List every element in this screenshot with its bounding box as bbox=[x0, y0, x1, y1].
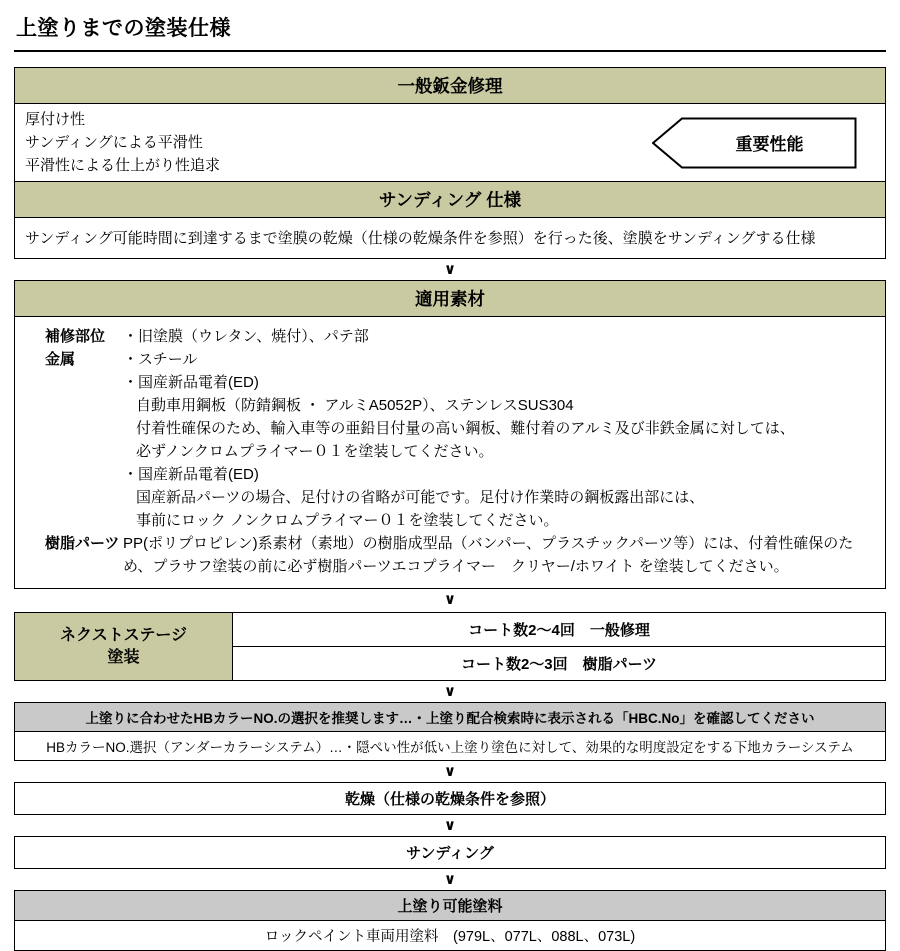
flow-arrow: ∨ bbox=[443, 683, 457, 700]
next-stage-title-line2: 塗装 bbox=[107, 648, 140, 666]
material-label bbox=[15, 509, 123, 532]
material-row bbox=[15, 417, 885, 440]
general-repair-header: 一般鈑金修理 bbox=[15, 68, 885, 103]
material-text: ・国産新品電着(ED) bbox=[123, 374, 259, 391]
sanding-spec-description: サンディング可能時間に到達するまで塗膜の乾燥（仕様の乾燥条件を参照）を行った後、塗膜をサンディングする仕様 bbox=[15, 217, 885, 258]
page-title: 上塗りまでの塗装仕様 bbox=[16, 17, 231, 40]
materials-body bbox=[15, 316, 885, 588]
flow-arrow: ∨ bbox=[443, 763, 457, 780]
material-row bbox=[15, 394, 885, 417]
material-row-resin bbox=[15, 532, 885, 578]
sanding-spec-header: サンディング 仕様 bbox=[15, 182, 885, 217]
feature-item: サンディングによる平滑性 bbox=[25, 134, 203, 151]
materials-section bbox=[14, 280, 886, 589]
material-label: 補修部位 bbox=[45, 328, 106, 345]
flow-arrow: ∨ bbox=[443, 591, 457, 608]
next-stage-title bbox=[15, 613, 233, 680]
material-label: 樹脂パーツ bbox=[45, 535, 120, 552]
coat-count-resin: コート数2～3回 樹脂パーツ bbox=[233, 646, 885, 680]
flow-arrow: ∨ bbox=[443, 871, 457, 888]
material-text: 必ずノンクロムプライマー０１を塗装してください。 bbox=[136, 443, 494, 460]
flow-arrow: ∨ bbox=[443, 817, 457, 834]
material-row bbox=[15, 486, 885, 509]
feature-item: 厚付け性 bbox=[25, 111, 86, 128]
material-text: ・スチール bbox=[123, 351, 198, 368]
hb-color-section bbox=[14, 702, 886, 761]
material-row bbox=[15, 325, 885, 348]
drying-step: 乾燥（仕様の乾燥条件を参照） bbox=[14, 782, 886, 815]
materials-header: 適用素材 bbox=[15, 281, 885, 316]
material-label bbox=[15, 371, 123, 394]
material-row bbox=[15, 440, 885, 463]
topcoat-section bbox=[14, 890, 886, 951]
material-text: ・旧塗膜（ウレタン、焼付）、パテ部 bbox=[123, 328, 369, 345]
material-label bbox=[15, 394, 123, 417]
features-row bbox=[15, 103, 885, 182]
flow-arrow: ∨ bbox=[443, 261, 457, 278]
material-label bbox=[15, 463, 123, 486]
hb-color-header: 上塗りに合わせたHBカラーNO.の選択を推奨します…・上塗り配合検索時に表示される「HBC.No」を確認してください bbox=[15, 703, 885, 731]
coat-count-general: コート数2～4回 一般修理 bbox=[468, 622, 650, 639]
material-row bbox=[15, 371, 885, 394]
topcoat-body: ロックペイント車両用塗料 (979L、077L、088L、073L) bbox=[15, 920, 885, 950]
material-row bbox=[15, 463, 885, 486]
important-performance-badge bbox=[652, 117, 857, 169]
feature-item: 平滑性による仕上がり性追求 bbox=[25, 157, 221, 174]
general-repair-section bbox=[14, 67, 886, 259]
material-text: PP(ポリプロピレン)系素材（素地）の樹脂成型品（バンパー、プラスチックパーツ等）には、付着性確保のため、プラサフ塗装の前に必ず樹脂パーツエコプライマー クリヤー/ホワイト を塗装してください。 bbox=[123, 535, 854, 575]
material-label bbox=[15, 440, 123, 463]
material-text: 国産新品パーツの場合、足付けの省略が可能です。足付け作業時の鋼板露出部には、 bbox=[136, 489, 705, 506]
material-label bbox=[15, 486, 123, 509]
sanding-step: サンディング bbox=[14, 836, 886, 869]
hb-color-body: HBカラーNO.選択（アンダーカラーシステム）…・隠ぺい性が低い上塗り塗色に対して、効果的な明度設定をする下地カラーシステム bbox=[15, 731, 885, 760]
material-label bbox=[15, 417, 123, 440]
material-row bbox=[15, 509, 885, 532]
material-label: 金属 bbox=[45, 351, 76, 368]
topcoat-header: 上塗り可能塗料 bbox=[15, 891, 885, 920]
material-text: ・国産新品電着(ED) bbox=[123, 466, 259, 483]
next-stage-section bbox=[14, 612, 886, 681]
material-row bbox=[15, 348, 885, 371]
material-text: 付着性確保のため、輸入車等の亜鉛目付量の高い鋼板、難付着のアルミ及び非鉄金属に対しては、 bbox=[136, 420, 795, 437]
badge-label: 重要性能 bbox=[735, 135, 804, 154]
next-stage-title-line1: ネクストステージ bbox=[59, 626, 188, 644]
title-divider bbox=[14, 50, 886, 52]
material-text: 事前にロック ノンクロムプライマー０１を塗装してください。 bbox=[136, 512, 559, 529]
feature-list bbox=[25, 108, 220, 177]
material-text: 自動車用鋼板（防錆鋼板 ・ アルミA5052P）、ステンレスSUS304 bbox=[136, 397, 574, 414]
